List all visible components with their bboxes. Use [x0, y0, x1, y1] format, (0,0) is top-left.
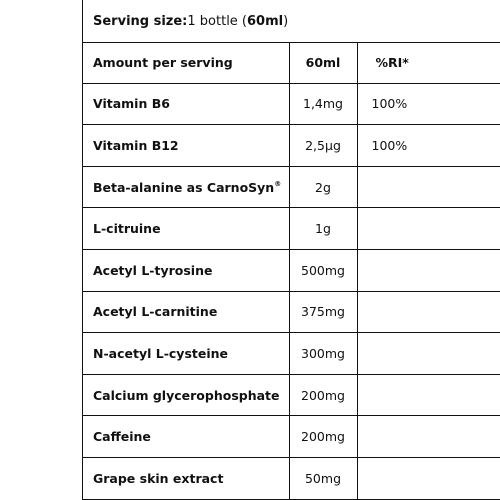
ingredient-name: Beta-alanine as CarnoSyn	[93, 179, 275, 195]
ingredient-name: Acetyl L-carnitine	[83, 291, 289, 333]
ingredient-ri	[357, 291, 500, 333]
ingredient-amount: 375mg	[289, 291, 357, 333]
ingredient-ri	[357, 249, 500, 291]
ingredient-ri: 100%	[357, 83, 500, 125]
serving-size-close: )	[283, 13, 289, 29]
serving-size-text: 1 bottle (	[187, 13, 248, 29]
ingredient-ri	[357, 374, 500, 416]
ingredient-ri: 100%	[357, 125, 500, 167]
table-row	[83, 166, 500, 208]
ingredient-name: Vitamin B12	[83, 125, 289, 167]
ingredient-ri	[357, 208, 500, 250]
ingredient-amount: 50mg	[289, 457, 357, 499]
ingredient-name: Grape skin extract	[83, 457, 289, 499]
serving-size-label: Serving size:	[93, 13, 188, 29]
header-amount-per-serving: Amount per serving	[83, 42, 289, 83]
ingredient-ri	[357, 416, 500, 458]
ingredient-amount: 200mg	[289, 374, 357, 416]
ingredient-amount: 300mg	[289, 333, 357, 375]
table-row	[83, 374, 500, 416]
header-ri: %RI*	[357, 42, 500, 83]
ingredient-name-cell	[83, 166, 289, 208]
ingredient-name: Acetyl L-tyrosine	[83, 249, 289, 291]
serving-size-line	[83, 0, 500, 43]
ingredient-name: Calcium glycerophosphate	[83, 374, 289, 416]
header-amount: 60ml	[289, 42, 357, 83]
table-row	[83, 416, 500, 458]
ingredient-name: Vitamin B6	[83, 83, 289, 125]
ingredient-ri	[357, 166, 500, 208]
table-row	[83, 208, 500, 250]
serving-size-amount: 60ml	[247, 13, 284, 29]
table-row	[83, 291, 500, 333]
ingredient-ri	[357, 333, 500, 375]
table-row	[83, 457, 500, 499]
ingredient-name: L-citruine	[83, 208, 289, 250]
ingredient-amount: 2,5µg	[289, 125, 357, 167]
registered-mark: ®	[274, 179, 282, 188]
nutrition-table	[83, 42, 500, 500]
ingredient-amount: 1,4mg	[289, 83, 357, 125]
ingredient-ri	[357, 457, 500, 499]
nutrition-facts-panel	[82, 0, 500, 500]
ingredient-amount: 500mg	[289, 249, 357, 291]
table-row	[83, 83, 500, 125]
table-header-row	[83, 42, 500, 83]
ingredient-amount: 2g	[289, 166, 357, 208]
ingredient-name: N-acetyl L-cysteine	[83, 333, 289, 375]
ingredient-name: Caffeine	[83, 416, 289, 458]
ingredient-amount: 1g	[289, 208, 357, 250]
table-row	[83, 333, 500, 375]
ingredient-amount: 200mg	[289, 416, 357, 458]
table-row	[83, 249, 500, 291]
table-row	[83, 125, 500, 167]
